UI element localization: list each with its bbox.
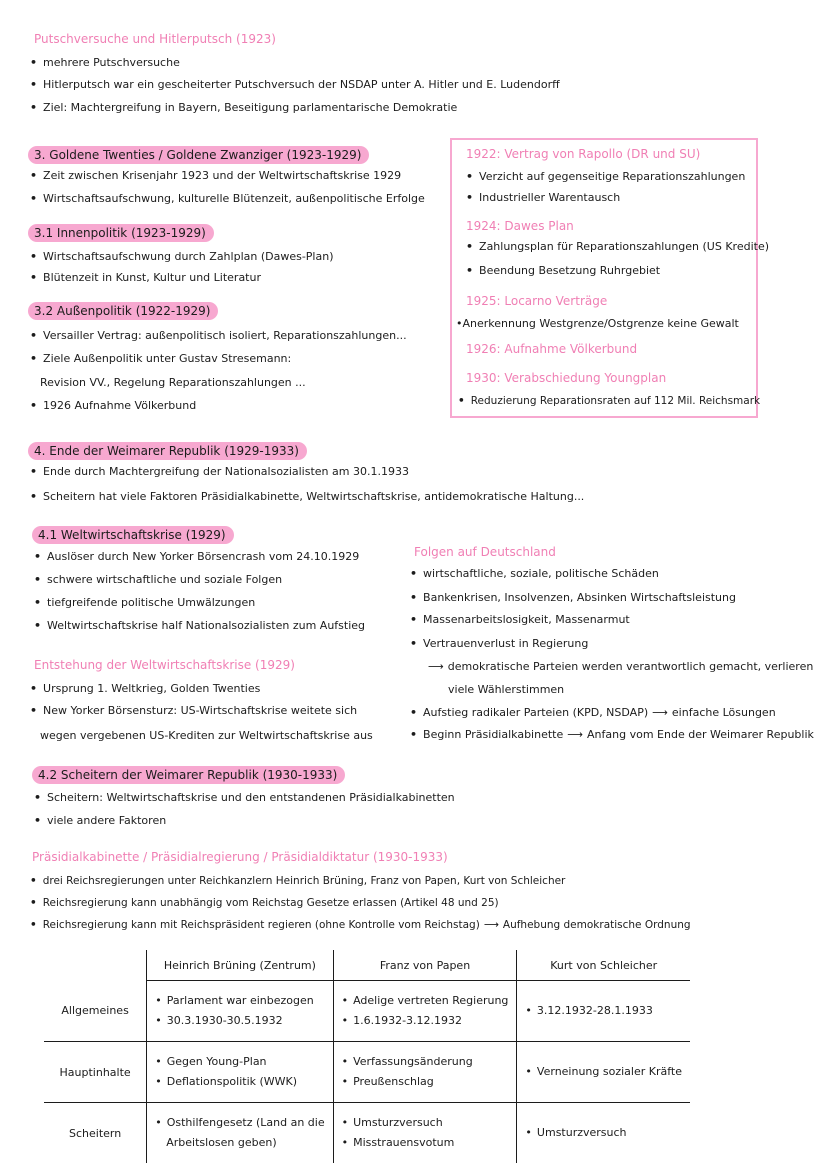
section-3-item: • Wirtschaftsaufschwung, kulturelle Blütenzeit, außenpolitische Erfolge	[30, 188, 425, 210]
table-cell	[517, 1042, 690, 1103]
timeline-1924-title: 1924: Dawes Plan	[466, 219, 574, 233]
praesidial-item: • drei Reichsregierungen unter Reichkanzlern Heinrich Brüning, Franz von Papen, Kurt von Schleicher	[30, 870, 565, 892]
putsch-item: • Hitlerputsch war ein gescheiterter Putschversuch der NSDAP unter A. Hitler und E. Ludendorff	[30, 74, 560, 96]
entstehung-item: • New Yorker Börsensturz: US-Wirtschaftskrise weitete sich	[30, 700, 357, 722]
table-cell	[147, 1042, 333, 1103]
table-cell-item: • 3.12.1932-28.1.1933	[525, 1001, 682, 1021]
arrow-right-icon: ⟶	[652, 706, 668, 719]
table-cell-item: • 30.3.1930-30.5.1932	[155, 1011, 324, 1031]
timeline-item: • Zahlungsplan für Reparationszahlungen (US Kredite)	[466, 236, 769, 258]
section-3-heading: 3. Goldene Twenties / Goldene Zwanziger (1923-1929)	[28, 146, 369, 164]
table-header-row	[44, 950, 690, 981]
table-cell-item: • Osthilfengesetz (Land an die	[155, 1113, 324, 1133]
table-cell	[517, 981, 690, 1042]
folgen-aufstieg: • Aufstieg radikaler Parteien (KPD, NSDAP) ⟶ einfache Lösungen	[410, 702, 776, 724]
folgen-arrow-line: ⟶ demokratische Parteien werden verantwortlich gemacht, verlieren	[428, 660, 814, 673]
section-4-item: • Ende durch Machtergreifung der Nationalsozialisten am 30.1.1933	[30, 461, 409, 483]
folgen-item: • Bankenkrisen, Insolvenzen, Absinken Wirtschaftsleistung	[410, 587, 736, 609]
table-cell-item: • Parlament war einbezogen	[155, 991, 324, 1011]
table-row	[44, 1042, 690, 1103]
table-cell-item: • Preußenschlag	[342, 1072, 509, 1092]
section-3-2-heading: 3.2 Außenpolitik (1922-1929)	[28, 302, 218, 320]
section-3-1-heading: 3.1 Innenpolitik (1923-1929)	[28, 224, 214, 242]
folgen-item: • wirtschaftliche, soziale, politische Schäden	[410, 563, 659, 585]
timeline-item: • Reduzierung Reparationsraten auf 112 Mil. Reichsmark	[458, 390, 760, 412]
section-3-2-item: • Ziele Außenpolitik unter Gustav Stresemann:	[30, 348, 291, 370]
section-3-1-item: • Blütenzeit in Kunst, Kultur und Literatur	[30, 267, 261, 289]
table-cell	[333, 981, 517, 1042]
table-row	[44, 1103, 690, 1164]
section-4-1-item: • tiefgreifende politische Umwälzungen	[34, 592, 255, 614]
praesidial-item: • Reichsregierung kann mit Reichspräsident regieren (ohne Kontrolle vom Reichstag) ⟶ Aufhebung demokratische Ordnung	[30, 914, 691, 936]
section-4-heading: 4. Ende der Weimarer Republik (1929-1933)	[28, 442, 307, 460]
table-cell-item: • Gegen Young-Plan	[155, 1052, 324, 1072]
folgen-arrow-continuation: viele Wählerstimmen	[448, 683, 565, 696]
table-row-label: Allgemeines	[44, 981, 147, 1042]
praesidial-heading: Präsidialkabinette / Präsidialregierung / Präsidialdiktatur (1930-1933)	[32, 850, 448, 864]
table-cell	[517, 1103, 690, 1164]
section-4-2-item: • Scheitern: Weltwirtschaftskrise und den entstandenen Präsidialkabinetten	[34, 787, 455, 809]
arrow-right-icon: ⟶	[567, 728, 584, 741]
table-header-cell	[44, 950, 147, 981]
section-3-2-item: • 1926 Aufnahme Völkerbund	[30, 395, 196, 417]
folgen-item: • Vertrauenverlust in Regierung	[410, 633, 588, 655]
section-3-2-item: • Versailler Vertrag: außenpolitisch isoliert, Reparationszahlungen...	[30, 325, 407, 347]
putsch-item: • Ziel: Machtergreifung in Bayern, Beseitigung parlamentarische Demokratie	[30, 97, 457, 119]
praesidial-item: • Reichsregierung kann unabhängig vom Reichstag Gesetze erlassen (Artikel 48 und 25)	[30, 892, 499, 914]
section-4-2-heading: 4.2 Scheitern der Weimarer Republik (1930-1933)	[32, 766, 345, 784]
section-4-2-item: • viele andere Faktoren	[34, 810, 166, 832]
table-row-label: Scheitern	[69, 1126, 122, 1140]
table-cell-item: • Deflationspolitik (WWK)	[155, 1072, 324, 1092]
entstehung-item: • Ursprung 1. Weltkrieg, Golden Twenties	[30, 678, 260, 700]
table-cell-item: • Umsturzversuch	[342, 1113, 509, 1133]
table-header-cell: Franz von Papen	[333, 950, 517, 981]
table-cell-item: • Verneinung sozialer Kräfte	[525, 1062, 682, 1082]
table-cell-item: • Adelige vertreten Regierung	[342, 991, 509, 1011]
table-cell	[147, 981, 333, 1042]
timeline-item: • Industrieller Warentausch	[466, 187, 620, 209]
timeline-1930-title: 1930: Verabschiedung Youngplan	[466, 371, 667, 385]
putsch-item: • mehrere Putschversuche	[30, 52, 180, 74]
section-4-1-item: • Weltwirtschaftskrise half Nationalsozialisten zum Aufstieg	[34, 615, 365, 637]
table-cell	[333, 1042, 517, 1103]
table-header-cell: Kurt von Schleicher	[517, 950, 690, 981]
entstehung-heading: Entstehung der Weltwirtschaftskrise (1929)	[34, 658, 295, 672]
kanzler-table	[44, 950, 690, 1163]
table-cell-item: • 1.6.1932-3.12.1932	[342, 1011, 509, 1031]
table-row-label: Hauptinhalte	[44, 1042, 147, 1103]
section-4-1-heading: 4.1 Weltwirtschaftskrise (1929)	[32, 526, 234, 544]
table-cell	[147, 1103, 333, 1164]
table-header-cell: Heinrich Brüning (Zentrum)	[147, 950, 333, 981]
timeline-1925-title: 1925: Locarno Verträge	[466, 294, 608, 308]
timeline-item: •Anerkennung Westgrenze/Ostgrenze keine Gewalt	[456, 317, 739, 330]
section-3-1-item: • Wirtschaftsaufschwung durch Zahlplan (Dawes-Plan)	[30, 246, 334, 268]
timeline-1926-title: 1926: Aufnahme Völkerbund	[466, 342, 638, 356]
section-3-item: • Zeit zwischen Krisenjahr 1923 und der Weltwirtschaftskrise 1929	[30, 165, 401, 187]
timeline-item: • Verzicht auf gegenseitige Reparationszahlungen	[466, 166, 745, 188]
arrow-right-icon: ⟶	[483, 919, 499, 931]
table-cell-item: • Umsturzversuch	[525, 1123, 682, 1143]
table-row	[44, 981, 690, 1042]
timeline-1922-title: 1922: Vertrag von Rapollo (DR und SU)	[466, 147, 701, 161]
folgen-heading: Folgen auf Deutschland	[414, 545, 556, 559]
section-4-item: • Scheitern hat viele Faktoren Präsidialkabinette, Weltwirtschaftskrise, antidemokratische Haltung...	[30, 486, 584, 508]
arrow-right-icon: ⟶	[428, 660, 444, 673]
folgen-beginn: • Beginn Präsidialkabinette ⟶ Anfang vom Ende der Weimarer Republik	[410, 724, 814, 746]
timeline-item: • Beendung Besetzung Ruhrgebiet	[466, 260, 660, 282]
folgen-item: • Massenarbeitslosigkeit, Massenarmut	[410, 609, 630, 631]
entstehung-item-continuation: wegen vergebenen US-Krediten zur Weltwirtschaftskrise aus	[40, 729, 373, 742]
putsch-heading: Putschversuche und Hitlerputsch (1923)	[34, 32, 276, 46]
table-cell-item: Arbeitslosen geben)	[166, 1136, 277, 1149]
table-cell-item: • Misstrauensvotum	[342, 1133, 509, 1153]
section-3-2-item: Revision VV., Regelung Reparationszahlungen ...	[40, 376, 306, 389]
section-4-1-item: • schwere wirtschaftliche und soziale Folgen	[34, 569, 282, 591]
section-4-1-item: • Auslöser durch New Yorker Börsencrash vom 24.10.1929	[34, 546, 359, 568]
table-cell	[333, 1103, 517, 1164]
table-cell-item: • Verfassungsänderung	[342, 1052, 509, 1072]
